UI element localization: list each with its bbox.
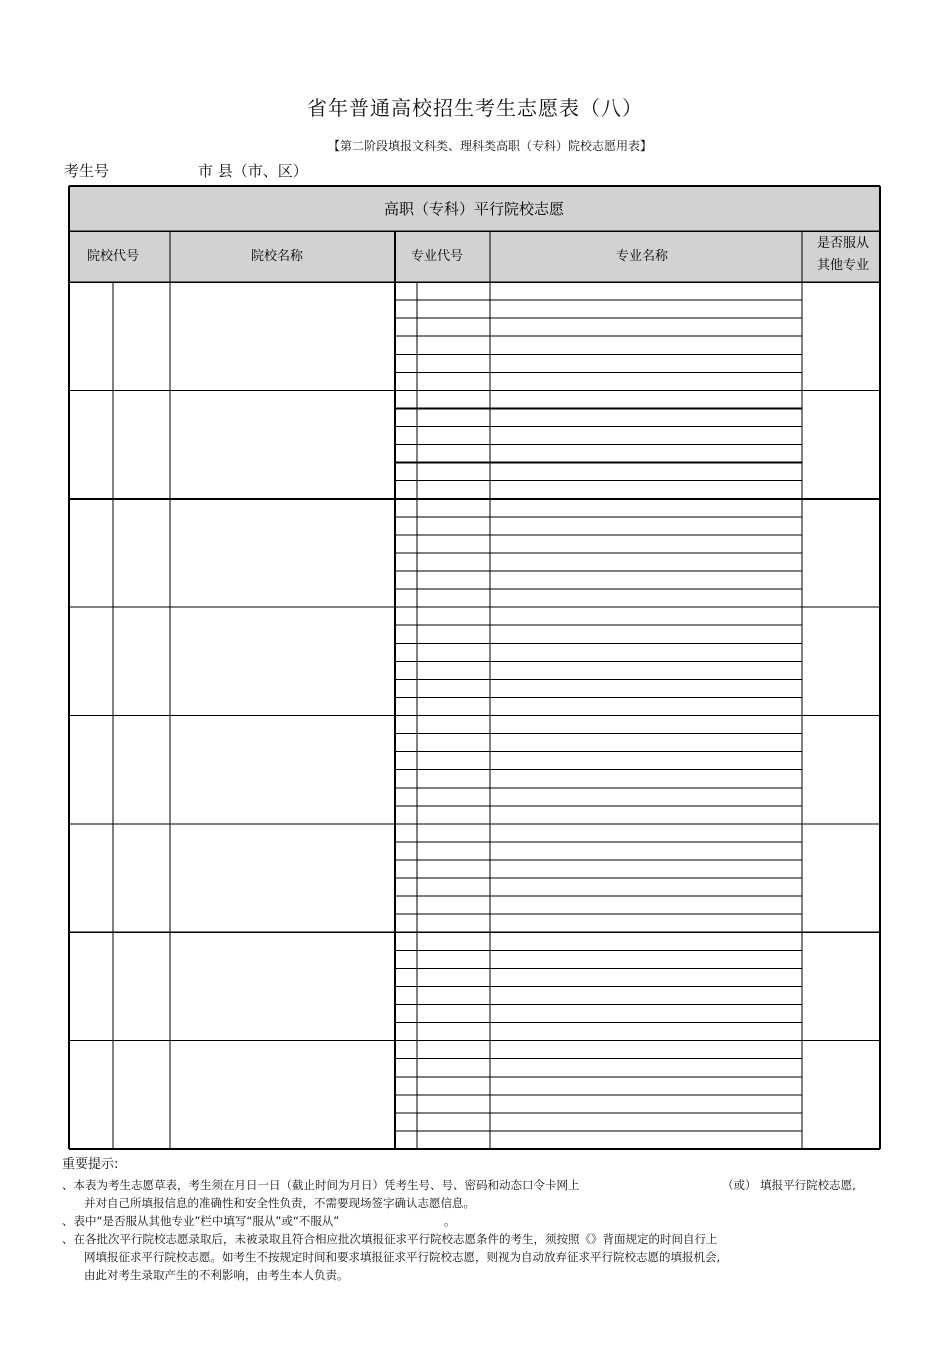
page-title: 省年普通高校招生考生志愿表（八）: [307, 96, 643, 120]
col-obey-line1: 是否服从: [816, 236, 870, 251]
note-2-line-1: 、表中“是否服从其他专业”栏中填写“服从”或“不服从”: [62, 1214, 340, 1228]
col-school-name: 院校名称: [250, 249, 304, 264]
note-2-aside: 。: [444, 1214, 456, 1228]
note-3-line-3: 由此对考生录取产生的不利影响，由考生本人负责。: [84, 1268, 349, 1282]
col-major-name: 专业名称: [615, 249, 669, 264]
page-subtitle: 【第二阶段填报文科类、理科类高职（专科）院校志愿用表】: [327, 139, 652, 153]
col-major-code: 专业代号: [410, 249, 464, 264]
note-item-2: [62, 1212, 892, 1230]
group-header-text: 高职（专科）平行院校志愿: [383, 200, 565, 218]
note-item-3: [62, 1230, 892, 1284]
candidate-number-label: 考生号: [64, 162, 110, 180]
note-1-line-1: 、本表为考生志愿草表，考生须在月日一日（截止时间为月日）凭考生号、号、密码和动态口令卡网上: [62, 1178, 580, 1192]
col-obey-line2: 其他专业: [816, 258, 870, 273]
note-item-1: [62, 1176, 892, 1212]
col-school-code: 院校代号: [86, 249, 140, 264]
note-3-line-2: 网填报征求平行院校志愿。如考生不按规定时间和要求填报征求平行院校志愿，则视为自动放弃征求平行院校志愿的填报机会,: [84, 1250, 721, 1264]
column-header-bg: [69, 231, 880, 282]
note-1-line-2: 并对自己所填报信息的准确性和安全性负责，不需要现场签字确认志愿信息。: [84, 1196, 475, 1210]
notes-heading: 重要提示:: [62, 1157, 119, 1172]
important-notes: [62, 1156, 892, 1284]
location-label: 市 县（市、区）: [198, 162, 308, 180]
note-3-line-1: 、在各批次平行院校志愿录取后，未被录取且符合相应批次填报征求平行院校志愿条件的考生，须按照《》背面规定的时间自行上: [62, 1232, 718, 1246]
note-1-aside: （或） 填报平行院校志愿,: [722, 1178, 856, 1192]
